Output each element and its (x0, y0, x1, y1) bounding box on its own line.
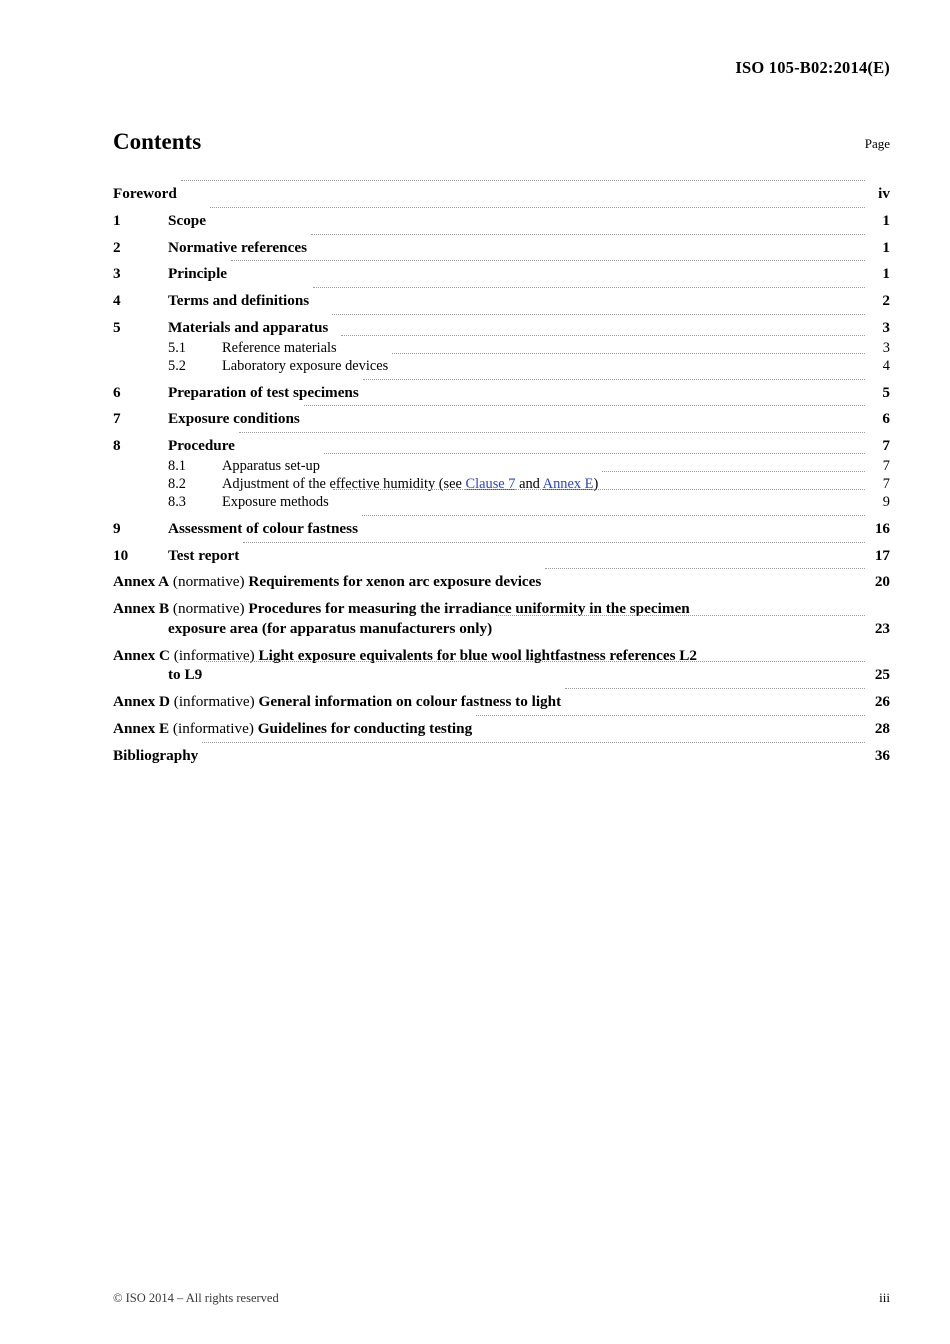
toc-page-number: 36 (874, 747, 890, 765)
leader-dots (304, 405, 865, 406)
toc-entry-scope[interactable] (113, 211, 890, 230)
table-of-contents (113, 184, 890, 773)
toc-label (113, 572, 544, 591)
toc-label: Assessment of colour fastness (168, 519, 358, 537)
annex-kind: (normative) (172, 600, 245, 618)
xref-clause-7-link[interactable]: Clause 7 (465, 476, 516, 493)
annex-title: Requirements for xenon arc exposure devices (248, 573, 542, 591)
toc-label: Foreword (113, 185, 177, 202)
leader-dots (231, 260, 865, 261)
leader-dots (602, 471, 865, 472)
annex-title: Light exposure equivalents for blue wool lightfastness references L2 (258, 646, 697, 664)
toc-label: Normative references (168, 238, 308, 256)
toc-label: Laboratory exposure devices (222, 357, 389, 374)
annex-b-line-1 (113, 599, 890, 618)
toc-page-number: 2 (882, 292, 890, 310)
annex-title: Guidelines for conducting testing (257, 720, 473, 738)
toc-page-number: 5 (882, 383, 890, 401)
leader-dots (476, 715, 865, 716)
toc-page-number: 7 (882, 476, 890, 493)
leader-dots (333, 489, 865, 490)
annex-c-line-1 (113, 646, 890, 665)
page-folio: iii (879, 1290, 890, 1305)
toc-page-number: 23 (874, 619, 890, 637)
annex-kind: (normative) (172, 573, 245, 591)
toc-entry-annex-b[interactable] (113, 599, 890, 637)
toc-label-suffix: ) (593, 476, 599, 493)
toc-page-number: 3 (882, 339, 890, 356)
copyright-notice: © ISO 2014 – All rights reserved (113, 1291, 279, 1305)
toc-page-number: 20 (874, 573, 890, 591)
document-header-standard-ref: ISO 105-B02:2014(E) (735, 58, 890, 77)
toc-number: 10 (113, 546, 129, 564)
toc-entry-normative-references[interactable] (113, 238, 890, 257)
leader-dots (332, 314, 865, 315)
toc-label-middle: and (515, 476, 543, 493)
toc-number: 6 (113, 383, 121, 401)
annex-c-line-2 (113, 665, 890, 684)
toc-number: 8.1 (168, 458, 186, 475)
leader-dots (565, 688, 865, 689)
toc-page-number: 25 (874, 665, 890, 683)
page-column-label: Page (864, 136, 890, 151)
toc-page-number: 7 (882, 436, 890, 454)
toc-number: 2 (113, 238, 121, 256)
toc-entry-exposure-methods[interactable] (113, 493, 890, 511)
toc-label: Terms and definitions (168, 292, 310, 310)
leader-dots (341, 335, 865, 336)
toc-entry-laboratory-exposure-devices[interactable] (113, 357, 890, 375)
leader-dots (210, 207, 865, 208)
toc-entry-bibliography[interactable] (113, 746, 890, 765)
annex-name: Annex A (113, 573, 170, 591)
toc-label (222, 475, 601, 493)
xref-annex-e-link[interactable]: Annex E (542, 476, 594, 493)
leader-dots (363, 379, 865, 380)
toc-number: 5 (113, 318, 121, 336)
toc-page-number: 3 (882, 318, 890, 336)
toc-number: 8.3 (168, 494, 186, 511)
toc-label: Bibliography (113, 747, 199, 765)
toc-number: 1 (113, 212, 121, 230)
toc-entry-test-report[interactable] (113, 546, 890, 565)
toc-page-number: 9 (882, 494, 890, 511)
toc-page-number: 17 (874, 546, 890, 564)
toc-label: Reference materials (222, 339, 337, 356)
toc-label (113, 692, 564, 711)
leader-dots (206, 661, 865, 662)
toc-entry-foreword[interactable] (113, 184, 890, 203)
toc-entry-annex-a[interactable] (113, 572, 890, 591)
leader-dots (202, 742, 865, 743)
annex-name: Annex E (113, 720, 170, 738)
toc-label: Materials and apparatus (168, 318, 329, 336)
annex-title: Procedures for measuring the irradiance uniformity in the specimen (248, 600, 690, 618)
annex-title-continued: exposure area (for apparatus manufacturers only) (168, 619, 493, 637)
toc-number: 8.2 (168, 476, 186, 493)
toc-number: 3 (113, 265, 121, 283)
toc-entry-annex-c[interactable] (113, 646, 890, 684)
toc-entry-preparation-of-test-specimens[interactable] (113, 383, 890, 402)
annex-kind: (informative) (172, 720, 254, 738)
page-footer (113, 1290, 890, 1306)
toc-page-number: 16 (874, 519, 890, 537)
toc-page-number: 4 (882, 357, 890, 374)
leader-dots (496, 615, 865, 616)
page-title: Contents (113, 129, 202, 154)
leader-dots (239, 432, 865, 433)
toc-label: Principle (168, 265, 228, 283)
annex-kind: (informative) (173, 692, 255, 710)
annex-name: Annex C (113, 646, 170, 664)
toc-label: Exposure methods (222, 494, 329, 511)
leader-dots (243, 542, 865, 543)
toc-label: Exposure conditions (168, 410, 300, 428)
toc-page-number: 7 (882, 458, 890, 475)
toc-page-number: 1 (882, 212, 890, 230)
annex-name: Annex D (113, 692, 170, 710)
annex-kind: (informative) (173, 646, 255, 664)
toc-entry-reference-materials[interactable] (113, 339, 890, 357)
toc-number: 8 (113, 436, 121, 454)
toc-entry-exposure-conditions[interactable] (113, 409, 890, 428)
toc-page-number: 1 (882, 238, 890, 256)
toc-label: Scope (168, 212, 206, 230)
toc-page-number: 26 (874, 692, 890, 710)
leader-dots (311, 234, 865, 235)
toc-entry-assessment-of-colour-fastness[interactable] (113, 519, 890, 538)
toc-label (113, 719, 475, 738)
toc-label: Test report (168, 546, 240, 564)
leader-dots (545, 568, 865, 569)
toc-page-number: 28 (874, 720, 890, 738)
annex-name: Annex B (113, 600, 170, 618)
toc-entry-terms-and-definitions[interactable] (113, 291, 890, 310)
annex-title: General information on colour fastness to light (258, 692, 562, 710)
toc-number: 5.1 (168, 339, 186, 356)
toc-entry-adjustment-of-effective-humidity[interactable] (113, 475, 890, 493)
leader-dots (392, 353, 865, 354)
toc-number: 4 (113, 292, 121, 310)
toc-label: Apparatus set-up (222, 458, 320, 475)
toc-label: Procedure (168, 436, 235, 454)
toc-label: Preparation of test specimens (168, 383, 359, 401)
toc-page-number: 6 (882, 410, 890, 428)
annex-title-continued: to L9 (168, 665, 203, 683)
annex-b-line-2 (113, 619, 890, 638)
leader-dots (324, 453, 865, 454)
toc-number: 9 (113, 519, 121, 537)
toc-label-prefix: Adjustment of the effective humidity (see (222, 476, 466, 493)
leader-dots (362, 515, 865, 516)
leader-dots (313, 287, 865, 288)
toc-entry-principle[interactable] (113, 264, 890, 283)
toc-number: 7 (113, 410, 121, 428)
toc-entry-annex-d[interactable] (113, 692, 890, 711)
toc-number: 5.2 (168, 357, 186, 374)
contents-title-row (113, 130, 890, 153)
toc-page-number: 1 (882, 265, 890, 283)
toc-page-number: iv (878, 185, 890, 202)
toc-entry-annex-e[interactable] (113, 719, 890, 738)
leader-dots (181, 180, 865, 181)
toc-entry-apparatus-set-up[interactable] (113, 457, 890, 475)
